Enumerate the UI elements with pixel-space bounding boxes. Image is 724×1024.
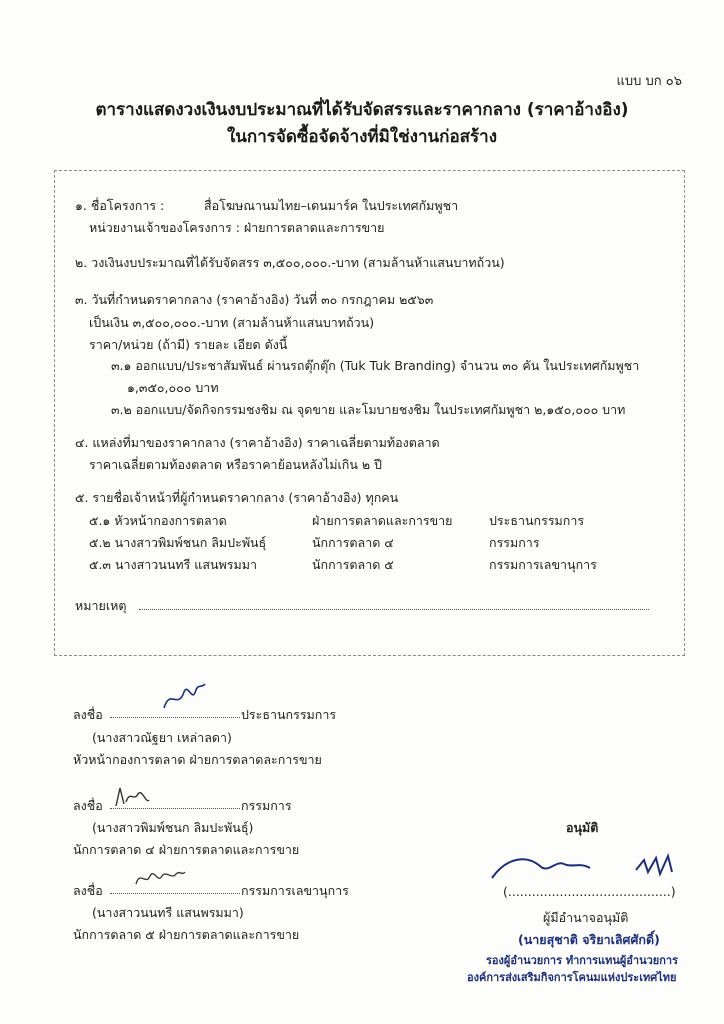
item1-owner: หน่วยงานเจ้าของโครงการ : ฝ่ายการตลาดและการขาย	[89, 220, 385, 235]
committee-name: ๕.๒ นางสาวพิมพ์ชนก ลิมปะพันธุ์	[89, 535, 267, 550]
item3-date: ๓. วันที่กำหนดราคากลาง (ราคาอ้างอิง) วันที่ ๓๐ กรกฎาคม ๒๕๖๓	[75, 292, 434, 307]
signature-prefix: ลงชื่อ	[73, 798, 103, 813]
approver-name: (นายสุชาติ จริยาเลิศศักดิ์)	[518, 932, 660, 947]
item3-amount: เป็นเงิน ๓,๕๐๐,๐๐๐.-บาท (สามล้านห้าแสนบาทถ้วน)	[89, 315, 375, 330]
signatory-position: หัวหน้ากองการตลาด ฝ่ายการตลาดละการขาย	[73, 752, 322, 767]
committee-role: กรรมการเลขานุการ	[489, 557, 597, 572]
approval-parens: (.........................................)	[503, 884, 676, 899]
signature-prefix: ลงชื่อ	[73, 883, 103, 898]
signature-role: กรรมการเลขานุการ	[241, 883, 349, 898]
signature-role: กรรมการ	[241, 798, 292, 813]
form-code: แบบ บก ๐๖	[616, 74, 682, 89]
signatory-position: นักการตลาด ๔ ฝ่ายการตลาดและการขาย	[73, 842, 300, 857]
signatory-name: (นางสาวณัฐยา เหล่าลดา)	[92, 730, 232, 745]
committee-position: นักการตลาด ๕	[312, 557, 394, 572]
signature-mark	[112, 782, 152, 812]
committee-role: กรรมการ	[489, 535, 540, 550]
committee-name: ๕.๑ หัวหน้ากองการตลาด	[89, 513, 227, 528]
document-title-line1: ตารางแสดงวงเงินงบประมาณที่ได้รับจัดสรรและราคากลาง (ราคาอ้างอิง)	[95, 100, 629, 120]
committee-role: ประธานกรรมการ	[489, 513, 585, 528]
signatory-name: (นางสาวนนทรี แสนพรมมา)	[92, 905, 244, 920]
item5-heading: ๕. รายชื่อเจ้าหน้าที่ผู้กำหนดราคากลาง (ราคาอ้างอิง) ทุกคน	[75, 490, 399, 505]
approval-heading: อนุมัติ	[566, 820, 599, 835]
item3-2: ๓.๒ ออกแบบ/จัดกิจกรรมชงชิม ณ จุดขาย และโมบายชงชิม ในประเทศกัมพูชา ๒,๑๕๐,๐๐๐ บาท	[111, 402, 626, 417]
document-title-line2: ในการจัดซื้อจัดจ้างที่มิใช่งานก่อสร้าง	[226, 127, 498, 147]
approver-signature	[486, 848, 706, 888]
signature-line	[110, 717, 240, 718]
signature-role: ประธานกรรมการ	[241, 707, 337, 722]
item3-1: ๓.๑ ออกแบบ/ประชาสัมพันธ์ ผ่านรถตุ๊กตุ๊ก (Tuk Tuk Branding) จำนวน ๓๐ คัน ในประเทศกัมพูชา	[111, 358, 640, 373]
item1-value: สื่อโฆษณานมไทย–เดนมาร์ค ในประเทศกัมพูชา	[204, 198, 459, 213]
signature-prefix: ลงชื่อ	[73, 707, 103, 722]
signatory-name: (นางสาวพิมพ์ชนก ลิมปะพันธุ์)	[92, 820, 254, 835]
item4-detail: ราคาเฉลี่ยตามท้องตลาด หรือราคาย้อนหลังไม่เกิน ๒ ปี	[89, 457, 382, 472]
approver-title-line2: องค์การส่งเสริมกิจการโคนมแห่งประเทศไทย	[467, 971, 677, 984]
committee-name: ๕.๓ นางสาวนนทรี แสนพรมมา	[89, 557, 257, 572]
item4-source: ๔. แหล่งที่มาของราคากลาง (ราคาอ้างอิง) ราคาเฉลี่ยตามท้องตลาด	[75, 435, 440, 450]
signature-mark	[132, 862, 188, 894]
item2-budget: ๒. วงเงินงบประมาณที่ได้รับจัดสรร ๓,๕๐๐,๐๐๐.-บาท (สามล้านห้าแสนบาทถ้วน)	[75, 255, 505, 270]
item3-1-amount: ๑,๓๕๐,๐๐๐ บาท	[127, 380, 219, 395]
item1-label: ๑. ชื่อโครงการ :	[75, 198, 165, 213]
approval-label: ผู้มีอำนาจอนุมัติ	[543, 910, 629, 925]
approver-title-line1: รองผู้อำนวยการ ทำการแทนผู้อำนวยการ	[486, 954, 678, 967]
remark-label: หมายเหตุ	[75, 598, 127, 613]
item3-unit-price: ราคา/หน่วย (ถ้ามี) รายละ เอียด ดังนี้	[89, 337, 288, 352]
signature-mark	[160, 678, 208, 716]
committee-position: นักการตลาด ๔	[312, 535, 394, 550]
remark-line	[139, 609, 649, 610]
details-box	[54, 170, 685, 656]
committee-position: ฝ่ายการตลาดและการขาย	[312, 513, 453, 528]
signatory-position: นักการตลาด ๕ ฝ่ายการตลาดและการขาย	[73, 927, 300, 942]
